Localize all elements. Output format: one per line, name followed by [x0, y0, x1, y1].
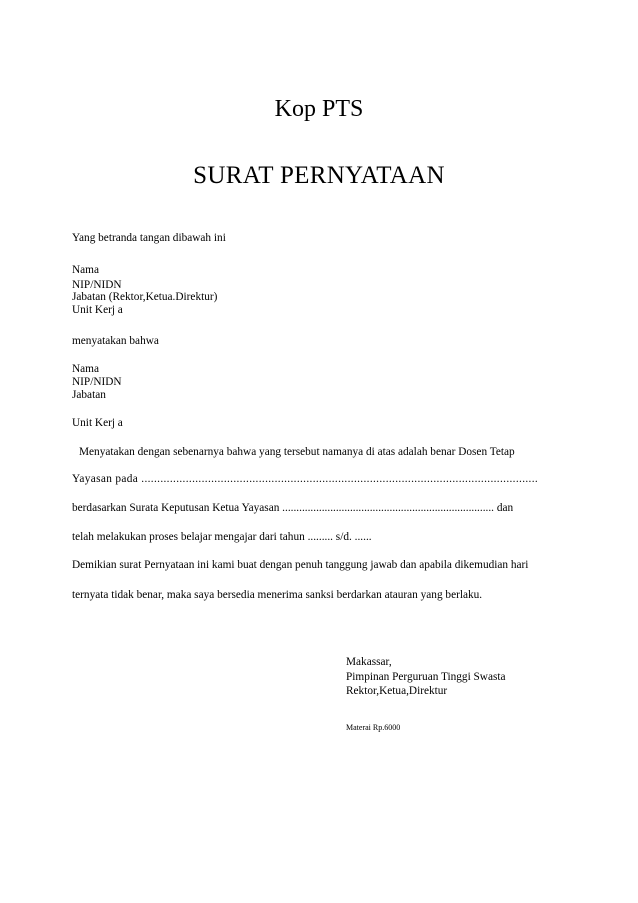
statement-line-4: telah melakukan proses belajar mengajar dari tahun ......... s/d. ......	[72, 531, 372, 543]
declares-text: menyatakan bahwa	[72, 335, 159, 347]
stamp-duty-label: Materai Rp.6000	[346, 723, 401, 732]
document-title: SURAT PERNYATAAN	[193, 162, 445, 189]
signer-field-unit: Unit Kerj a	[72, 304, 123, 316]
signature-org: Pimpinan Perguruan Tinggi Swasta	[346, 671, 506, 683]
statement-line-3: berdasarkan Surata Keputusan Ketua Yayasan ........................................................................... dan	[72, 502, 514, 514]
statement-line-1: Menyatakan dengan sebenarnya bahwa yang tersebut namanya di atas adalah benar Dosen Tetap	[79, 446, 515, 458]
subject-field-name: Nama	[72, 363, 99, 375]
signer-field-nip: NIP/NIDN	[72, 279, 122, 291]
signature-place: Makassar,	[346, 656, 392, 668]
signer-field-position: Jabatan (Rektor,Ketua.Direktur)	[72, 291, 218, 303]
intro-text: Yang betranda tangan dibawah ini	[72, 232, 226, 244]
letterhead: Kop PTS	[274, 96, 364, 122]
subject-field-unit: Unit Kerj a	[72, 417, 123, 429]
subject-field-position: Jabatan	[72, 389, 106, 401]
signer-field-name: Nama	[72, 264, 99, 276]
signature-position: Rektor,Ketua,Direktur	[346, 685, 448, 697]
closing-line-2: ternyata tidak benar, maka saya bersedia menerima sanksi berdarkan atauran yang berlaku.	[72, 589, 483, 601]
statement-line-2: Yayasan pada .............................................................................................................................	[72, 473, 539, 485]
subject-field-nip: NIP/NIDN	[72, 376, 122, 388]
closing-line-1: Demikian surat Pernyataan ini kami buat dengan penuh tanggung jawab dan apabila dikemudian hari	[72, 559, 529, 571]
